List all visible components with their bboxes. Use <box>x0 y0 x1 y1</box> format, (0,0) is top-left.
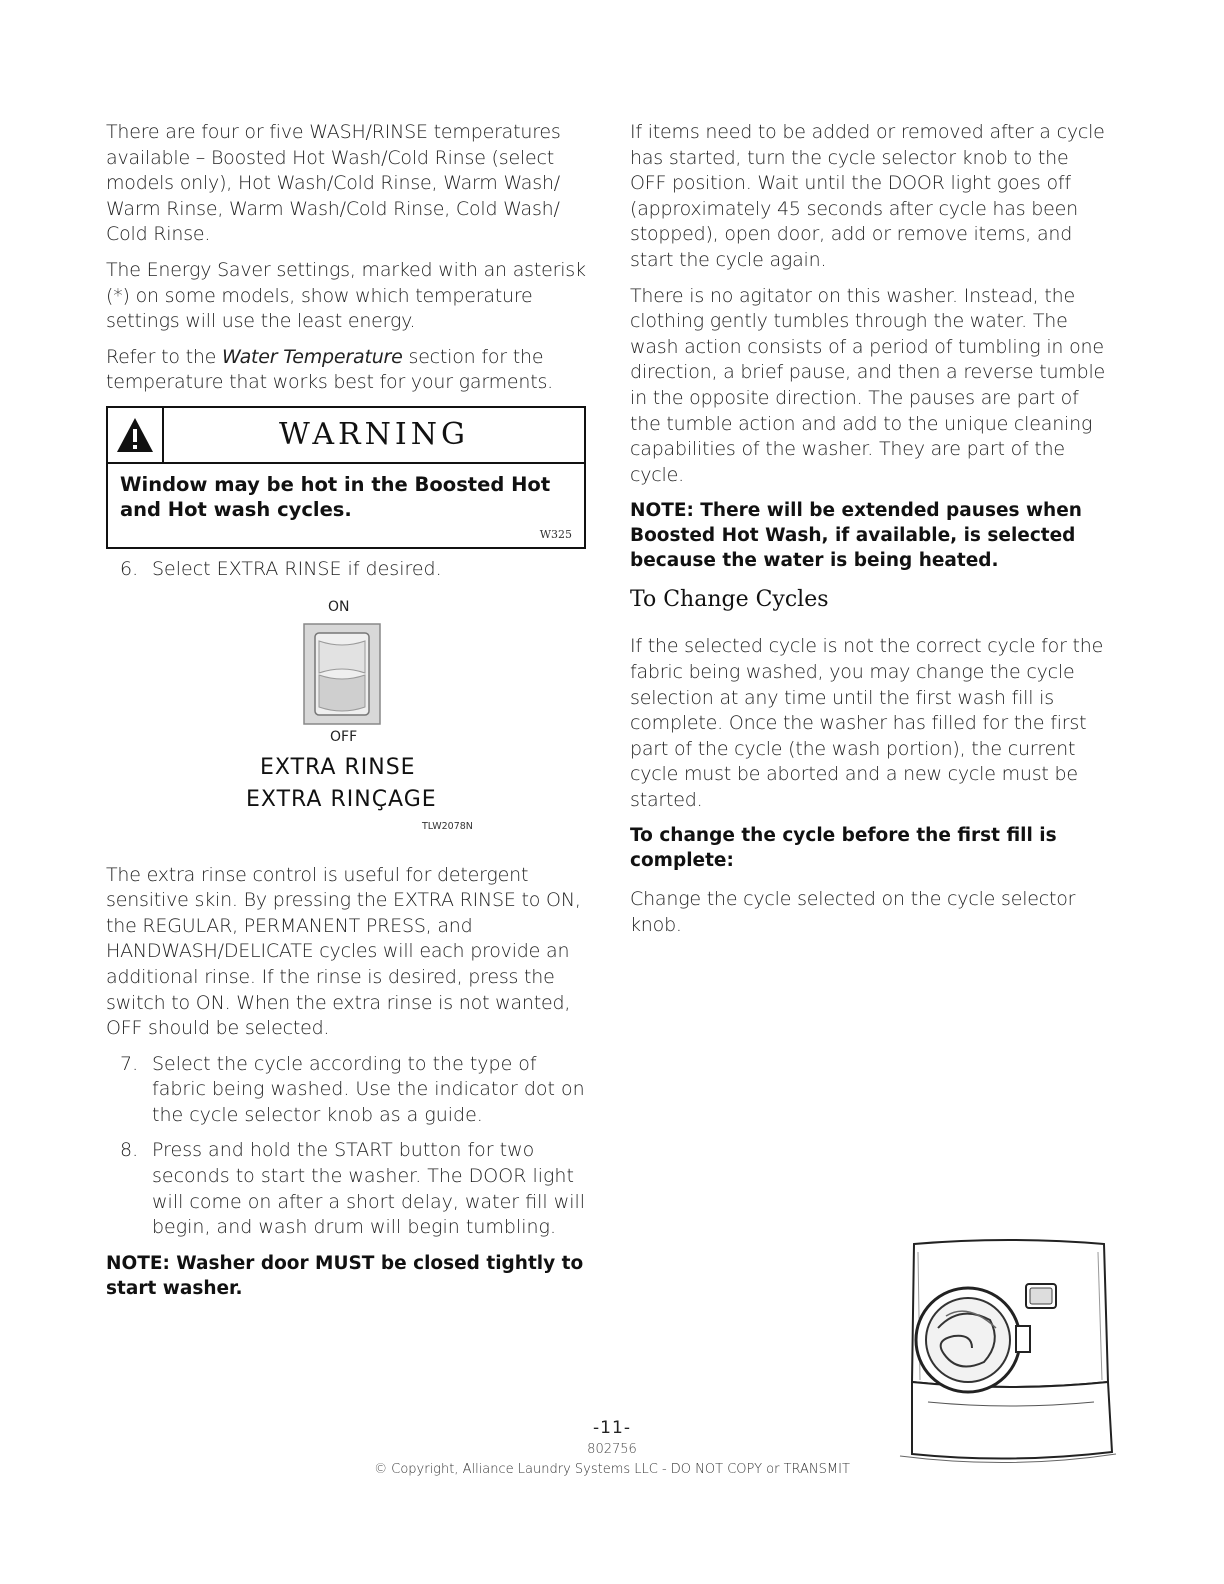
left-column <box>106 120 586 1313</box>
rocker-switch-icon <box>303 623 381 725</box>
extra-rincage-label: EXTRA RINÇAGE <box>246 786 437 812</box>
extra-rinse-switch-figure <box>106 599 586 849</box>
switch-off-label: OFF <box>330 728 358 745</box>
extra-rinse-label: EXTRA RINSE <box>260 754 416 780</box>
warning-text: Window may be hot in the Boosted Hot and Hot wash cycles. <box>120 472 551 521</box>
extended-pauses-note: NOTE: There will be extended pauses when Boosted Hot Wash, if available, is selected because the water is being heated. <box>630 500 1082 572</box>
copyright-notice: © Copyright, Alliance Laundry Systems LLC - DO NOT COPY or TRANSMIT <box>374 1462 850 1477</box>
washer-door-note: NOTE: Washer door MUST be closed tightly to start washer. <box>106 1252 584 1299</box>
warning-header <box>108 408 584 464</box>
energy-saver-paragraph: The Energy Saver settings, marked with an asterisk (*) on some models, show which temperature settings will use the least energy. <box>106 258 586 333</box>
change-cycle-paragraph: If the selected cycle is not the correct cycle for the fabric being washed, you may change the cycle selection at any time until the first wash fill is complete. Once the washer has filled for the first part of the cycle (the wash portion), the current cycle must be aborted and a new cycle must be started. <box>630 635 1104 811</box>
water-temperature-reference-paragraph <box>106 345 586 396</box>
change-cycle-subheading: To change the cycle before the first fill is complete: <box>630 825 1057 872</box>
reference-post: section for the temperature that works best for your garments. <box>106 345 554 394</box>
section-heading: To Change Cycles <box>630 587 829 613</box>
water-temperature-link-text: Water Temperature <box>222 345 403 368</box>
warning-icon-cell <box>108 408 164 462</box>
step-number: 6. <box>120 557 139 580</box>
step-text: Select the cycle according to the type of fabric being washed. Use the indicator dot on the cycle selector knob as a guide. <box>152 1052 585 1126</box>
extra-rinse-paragraph: The extra rinse control is useful for detergent sensitive skin. By pressing the EXTRA RINSE to ON, the REGULAR, PERMANENT PRESS, and HANDWASH/DELICATE cycles will each provide an additional rinse. If the rinse is desired, press the switch to ON. When the extra rinse is not wanted, OFF should be selected. <box>106 863 581 1040</box>
change-cycle-instruction: Change the cycle selected on the cycle selector knob. <box>630 888 1076 937</box>
step-text: Select EXTRA RINSE if desired. <box>152 557 442 580</box>
add-remove-items-paragraph: If items need to be added or removed after a cycle has started, turn the cycle selector knob to the OFF position. Wait until the DOOR light goes off (approximately 45 seconds after cycle has been stopped), open door, add or remove items, and start the cycle again. <box>630 121 1105 271</box>
right-column <box>630 120 1110 949</box>
warning-code: W325 <box>539 527 572 541</box>
warning-triangle-icon <box>115 416 155 454</box>
step-7 <box>106 1052 586 1129</box>
no-agitator-paragraph: There is no agitator on this washer. Instead, the clothing gently tumbles through the water. The wash action consists of a period of tumbling in one direction, a brief pause, and then a reverse tumble in the opposite direction. The pauses are part of the tumble action and add to the unique cleaning capabilities of the washer. They are part of the cycle. <box>630 284 1106 486</box>
figure-code: TLW2078N <box>422 820 473 832</box>
warning-body <box>108 464 584 547</box>
document-number: 802756 <box>587 1442 637 1457</box>
step-number: 8. <box>120 1139 139 1162</box>
step-6 <box>106 557 586 583</box>
warning-box <box>106 406 586 549</box>
step-number: 7. <box>120 1052 139 1075</box>
switch-on-label: ON <box>328 598 350 615</box>
step-8 <box>106 1138 586 1240</box>
step-text: Press and hold the START button for two seconds to start the washer. The DOOR light will come on after a short delay, water fill will begin, and wash drum will begin tumbling. <box>152 1139 586 1239</box>
page-number: -11- <box>593 1418 631 1438</box>
reference-pre: Refer to the <box>106 345 223 368</box>
temperatures-paragraph: There are four or five WASH/RINSE temperatures available – Boosted Hot Wash/Cold Rinse (select models only), Hot Wash/Cold Rinse, Warm Wash/ Warm Rinse, Warm Wash/Cold Rinse, Cold Wash/ Cold Rinse. <box>106 121 561 246</box>
warning-title: WARNING <box>279 416 469 452</box>
